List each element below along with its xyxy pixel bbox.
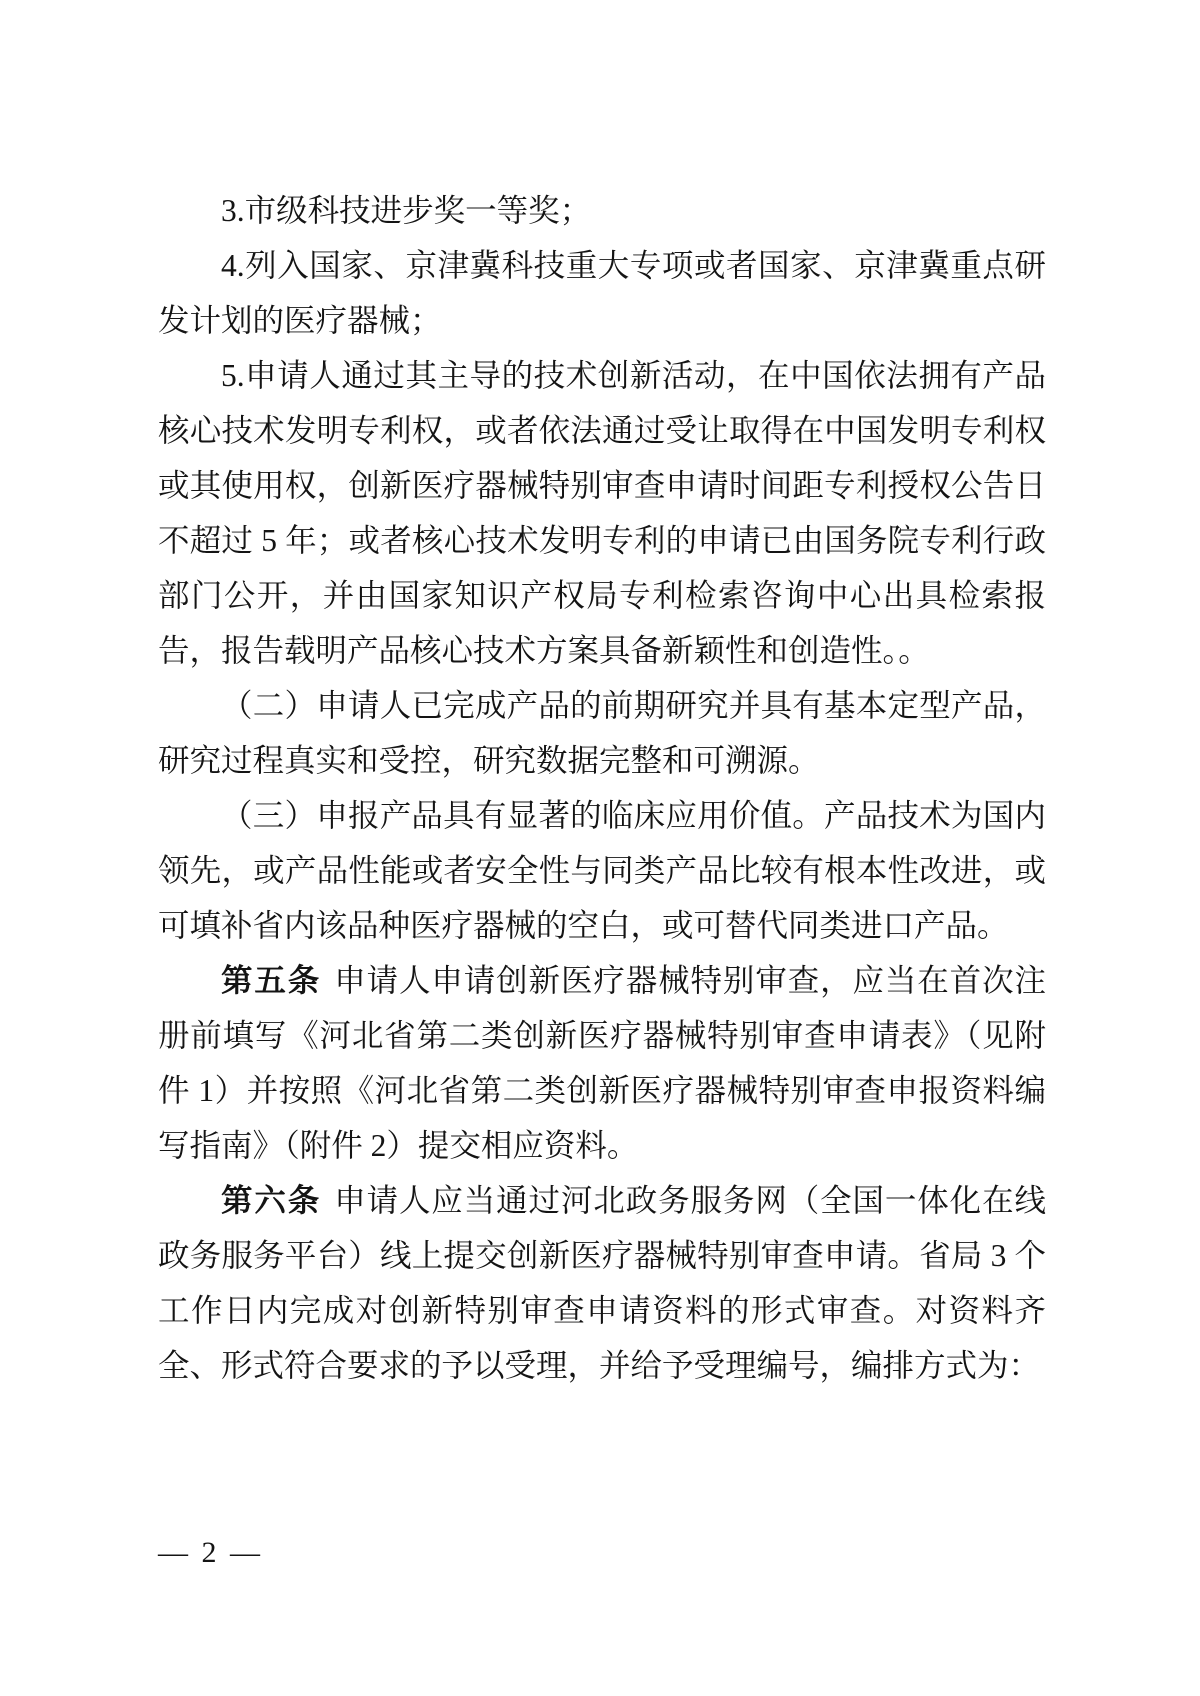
paragraph: 4.列入国家、京津冀科技重大专项或者国家、京津冀重点研发计划的医疗器械；	[158, 248, 1046, 338]
document-body	[158, 183, 1046, 1393]
paragraph: 5.申请人通过其主导的技术创新活动，在中国依法拥有产品核心技术发明专利权，或者依法通过受让取得在中国发明专利权或其使用权，创新医疗器械特别审查申请时间距专利授权公告日不超过 5 年；或者核心技术发明专利的申请已由国务院专利行政部门公开，并由国家知识产权局专利检索咨询中心出具检索报告，报告载明产品核心技术方案具备新颖性和创造性。。	[158, 358, 1046, 668]
paragraph: （三）申报产品具有显著的临床应用价值。产品技术为国内领先，或产品性能或者安全性与同类产品比较有根本性改进，或可填补省内该品种医疗器械的空白，或可替代同类进口产品。	[158, 798, 1046, 943]
article-paragraph: 第五条 申请人申请创新医疗器械特别审查，应当在首次注册前填写《河北省第二类创新医疗器械特别审查申请表》（见附件 1）并按照《河北省第二类创新医疗器械特别审查申报资料编写指南》（附件 2）提交相应资料。	[158, 962, 1046, 1163]
article-number-label: 第六条	[221, 1182, 322, 1218]
page-footer	[158, 1533, 263, 1573]
page-number: — 2 —	[158, 1536, 263, 1569]
paragraph: 3.市级科技进步奖一等奖；	[221, 193, 592, 228]
article-number-label: 第五条	[221, 962, 322, 998]
article-paragraph: 第六条 申请人应当通过河北政务服务网（全国一体化在线政务服务平台）线上提交创新医疗器械特别审查申请。省局 3 个工作日内完成对创新特别审查申请资料的形式审查。对资料齐全、形式符合要求的予以受理，并给予受理编号，编排方式为：	[158, 1182, 1046, 1383]
paragraph: （二）申请人已完成产品的前期研究并具有基本定型产品，研究过程真实和受控，研究数据完整和可溯源。	[158, 688, 1046, 778]
